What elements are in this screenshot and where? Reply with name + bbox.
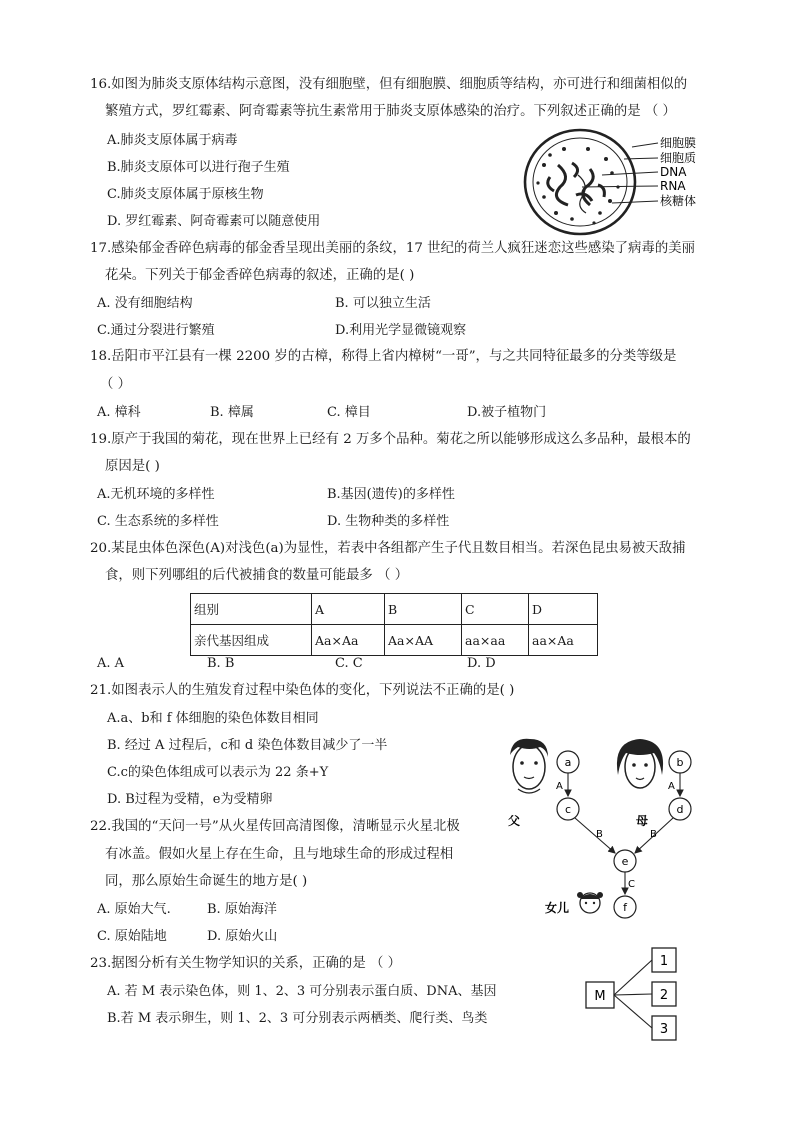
q17-stem-line1: 17.感染郁金香碎色病毒的郁金香呈现出美丽的条纹，17 世纪的荷兰人疯狂迷恋这些感染了病毒的美丽	[90, 241, 695, 256]
table-header-cell: 组别	[191, 594, 312, 625]
arrow-label-a-right: A	[668, 781, 675, 792]
arrow-label-a-left: A	[556, 781, 563, 792]
q17-option-b: B. 可以独立生活	[335, 296, 431, 311]
mother-label: 母	[636, 814, 649, 828]
table-cell: Aa×AA	[385, 625, 462, 656]
table-header-cell: C	[462, 594, 529, 625]
q18-option-c: C. 樟目	[327, 405, 371, 420]
genotype-table	[190, 593, 598, 656]
q22-stem-line3: 同，那么原始生命诞生的地方是( )	[105, 874, 308, 889]
label-cell-membrane: 细胞膜	[660, 136, 697, 150]
diagram-box-1: 1	[659, 954, 669, 969]
q20-option-c: C. C	[335, 656, 363, 671]
q19-option-b: B.基因(遗传)的多样性	[327, 487, 455, 502]
table-header-cell: B	[385, 594, 462, 625]
q21-option-a: A.a、b和 f 体细胞的染色体数目相同	[107, 711, 319, 726]
daughter-portrait-icon	[577, 892, 603, 913]
q20-option-d: D. D	[467, 656, 496, 671]
q19-option-d: D. 生物种类的多样性	[327, 514, 450, 529]
father-label: 父	[508, 814, 521, 828]
diagram-m-box: M	[594, 989, 606, 1004]
diagram-box-2: 2	[659, 988, 669, 1003]
q17-option-c: C.通过分裂进行繁殖	[97, 323, 215, 338]
q19-option-a: A.无机环境的多样性	[97, 487, 215, 502]
q22-option-b: B. 原始海洋	[207, 902, 277, 917]
node-b: b	[676, 756, 684, 769]
q20-option-b: B. B	[207, 656, 235, 671]
q18-option-a: A. 樟科	[97, 405, 141, 420]
q18-stem-line2: （ ）	[100, 377, 132, 392]
q22-option-c: C. 原始陆地	[97, 929, 167, 944]
table-cell: Aa×Aa	[312, 625, 385, 656]
label-cytoplasm: 细胞质	[660, 151, 697, 165]
q16-option-c: C.肺炎支原体属于原核生物	[107, 187, 264, 202]
daughter-label: 女儿	[545, 901, 570, 915]
relationship-diagram	[580, 945, 690, 1045]
q16-option-d: D. 罗红霉素、阿奇霉素可以随意使用	[107, 214, 321, 229]
q23-option-a: A. 若 M 表示染色体，则 1、2、3 可分别表示蛋白质、DNA、基因	[107, 984, 497, 999]
q16-stem-line2: 繁殖方式，罗红霉素、阿奇霉素等抗生素常用于肺炎支原体感染的治疗。下列叙述正确的是 （ ）	[105, 104, 676, 119]
q16-stem-line1: 16.如图为肺炎支原体结构示意图，没有细胞壁，但有细胞膜、细胞质等结构，亦可进行和细菌相似的	[90, 77, 688, 92]
node-c: c	[564, 803, 572, 816]
q19-stem-line2: 原因是( )	[105, 459, 160, 474]
q21-option-b: B. 经过 A 过程后，c和 d 染色体数目减少了一半	[107, 738, 388, 753]
q22-stem-line1: 22.我国的“天问一号”从火星传回高清图像，清晰显示火星北极	[90, 819, 460, 834]
arrow-label-c: C	[628, 879, 635, 890]
label-rna: RNA	[660, 179, 686, 193]
q20-option-a: A. A	[97, 656, 125, 671]
table-row	[191, 594, 598, 625]
q17-option-d: D.利用光学显微镜观察	[335, 323, 467, 338]
q18-option-b: B. 樟属	[210, 405, 254, 420]
arrow-label-b-right: B	[650, 829, 657, 840]
q16-option-b: B.肺炎支原体可以进行孢子生殖	[107, 160, 290, 175]
father-portrait-icon	[510, 739, 548, 793]
q21-stem-line1: 21.如图表示人的生殖发育过程中染色体的变化，下列说法不正确的是( )	[90, 683, 515, 698]
q19-stem-line1: 19.原产于我国的菊花，现在世界上已经有 2 万多个品种。菊花之所以能够形成这么多品种，最根本的	[90, 432, 691, 447]
q18-stem-line1: 18.岳阳市平江县有一棵 2200 岁的古樟，称得上省内樟树“一哥”，与之共同特征最多的分类等级是	[90, 349, 677, 364]
label-ribosome: 核糖体	[660, 194, 697, 208]
q19-option-c: C. 生态系统的多样性	[97, 514, 219, 529]
q23-stem-line1: 23.据图分析有关生物学知识的关系，正确的是 （ ）	[90, 956, 402, 971]
node-f: f	[623, 901, 627, 914]
reproduction-diagram	[500, 735, 710, 925]
q23-option-b: B.若 M 表示卵生，则 1、2、3 可分别表示两栖类、爬行类、鸟类	[107, 1011, 488, 1026]
q18-option-d: D.被子植物门	[467, 405, 547, 420]
q16-option-a: A.肺炎支原体属于病毒	[107, 133, 238, 148]
table-header-cell: D	[529, 594, 598, 625]
q21-option-d: D. B过程为受精，e为受精卵	[107, 792, 273, 807]
q22-stem-line2: 有冰盖。假如火星上存在生命，且与地球生命的形成过程相	[105, 847, 454, 862]
label-dna: DNA	[660, 165, 687, 179]
arrow-label-b-left: B	[596, 829, 603, 840]
q20-stem-line1: 20.某昆虫体色深色(A)对浅色(a)为显性，若表中各组都产生子代且数目相当。若深色昆虫易被天敌捕	[90, 541, 686, 556]
table-cell: 亲代基因组成	[191, 625, 312, 656]
node-a: a	[564, 756, 572, 769]
mother-portrait-icon	[617, 739, 663, 788]
table-cell: aa×Aa	[529, 625, 598, 656]
node-e: e	[621, 855, 629, 868]
q22-option-d: D. 原始火山	[207, 929, 278, 944]
q21-option-c: C.c的染色体组成可以表示为 22 条+Y	[107, 765, 329, 780]
table-cell: aa×aa	[462, 625, 529, 656]
q20-stem-line2: 食，则下列哪组的后代被捕食的数量可能最多 （ ）	[105, 568, 409, 583]
diagram-box-3: 3	[659, 1022, 669, 1037]
table-row	[191, 625, 598, 656]
mycoplasma-diagram	[520, 125, 710, 237]
table-header-cell: A	[312, 594, 385, 625]
q17-option-a: A. 没有细胞结构	[97, 296, 193, 311]
node-d: d	[676, 803, 684, 816]
q22-option-a: A. 原始大气.	[97, 902, 171, 917]
q17-stem-line2: 花朵。下列关于郁金香碎色病毒的叙述，正确的是( )	[105, 268, 415, 283]
